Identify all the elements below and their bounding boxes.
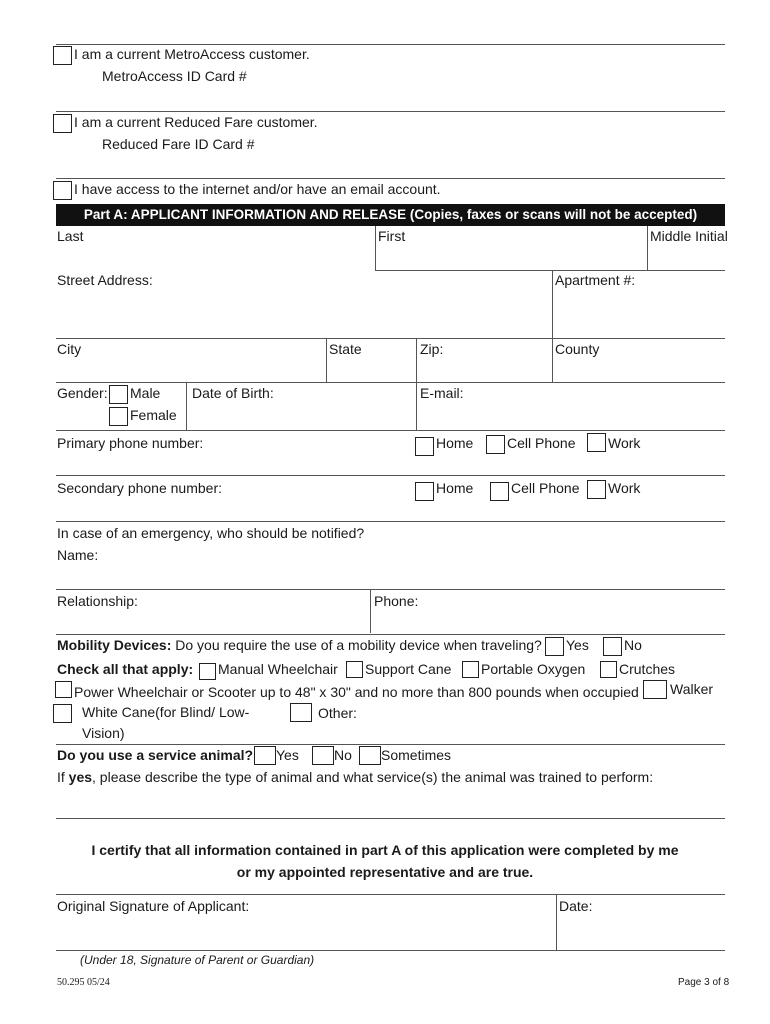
- dob-label: Date of Birth:: [192, 385, 274, 401]
- top-rule-2: [56, 111, 725, 112]
- certify-line-2: or my appointed representative and are true.: [236, 864, 534, 880]
- if-yes: yes: [68, 769, 93, 785]
- secondary-work-label: Work: [608, 480, 641, 496]
- city-rule: [56, 338, 725, 339]
- dob-divider: [186, 382, 187, 430]
- guardian-note: (Under 18, Signature of Parent or Guardian): [80, 953, 315, 967]
- reduced-fare-customer-checkbox[interactable]: [53, 114, 72, 133]
- power-wheelchair-checkbox[interactable]: [55, 681, 72, 698]
- check-all-label: Check all that apply:: [57, 661, 194, 677]
- gender-label: Gender:: [57, 385, 108, 401]
- emergency-rule: [56, 521, 725, 522]
- date-label: Date:: [559, 898, 593, 914]
- service-animal-sometimes-checkbox[interactable]: [359, 746, 381, 765]
- apartment-field[interactable]: [556, 292, 724, 336]
- primary-home-checkbox[interactable]: [415, 437, 434, 456]
- service-animal-description-field[interactable]: [56, 790, 724, 816]
- mobility-rule: [56, 634, 725, 635]
- gender-rule: [56, 382, 725, 383]
- apartment-divider: [552, 270, 553, 338]
- signature-date-divider: [556, 894, 557, 950]
- service-animal-rule: [56, 744, 725, 745]
- service-animal-no-label: No: [334, 747, 352, 763]
- service-animal-yes-checkbox[interactable]: [254, 746, 276, 765]
- service-animal-bottom-rule: [56, 818, 725, 819]
- other-device-label: Other:: [318, 705, 357, 721]
- relationship-rule: [56, 589, 725, 590]
- internet-access-label: I have access to the internet and/or have an email account.: [74, 181, 441, 197]
- metroaccess-customer-label: I am a current MetroAccess customer.: [74, 46, 310, 62]
- state-field[interactable]: [330, 360, 412, 380]
- top-rule-1: [56, 44, 725, 45]
- reduced-fare-customer-label: I am a current Reduced Fare customer.: [74, 114, 318, 130]
- part-a-banner: Part A: APPLICANT INFORMATION AND RELEASE (Copies, faxes or scans will not be accepted): [56, 204, 725, 226]
- secondary-phone-rule: [56, 475, 725, 476]
- primary-work-label: Work: [608, 435, 641, 451]
- mobility-no-checkbox[interactable]: [603, 637, 622, 656]
- middle-initial-label: Middle Initial: [650, 228, 728, 244]
- emergency-phone-label: Phone:: [374, 593, 419, 609]
- state-label: State: [329, 341, 362, 357]
- name-divider-1: [375, 226, 376, 270]
- top-rule-3: [56, 178, 725, 179]
- secondary-home-label: Home: [436, 480, 474, 496]
- secondary-work-checkbox[interactable]: [587, 480, 606, 499]
- emergency-phone-divider: [370, 589, 371, 633]
- primary-work-checkbox[interactable]: [587, 433, 606, 452]
- support-cane-checkbox[interactable]: [346, 661, 363, 678]
- service-animal-yes-label: Yes: [276, 747, 299, 763]
- primary-cell-label: Cell Phone: [507, 435, 576, 451]
- secondary-cell-label: Cell Phone: [511, 480, 580, 496]
- mobility-question: [57, 637, 542, 653]
- gender-male-label: Male: [130, 385, 161, 401]
- crutches-label: Crutches: [619, 661, 676, 677]
- form-number: 50.295 05/24: [57, 977, 110, 988]
- mobility-question-text: Do you require the use of a mobility device when traveling?: [175, 637, 542, 653]
- metroaccess-customer-checkbox[interactable]: [53, 46, 72, 65]
- metroaccess-id-label: MetroAccess ID Card #: [102, 68, 247, 84]
- relationship-label: Relationship:: [57, 593, 138, 609]
- portable-oxygen-checkbox[interactable]: [462, 661, 479, 678]
- signature-bottom-rule: [56, 950, 725, 951]
- service-animal-no-checkbox[interactable]: [312, 746, 334, 765]
- state-divider: [326, 338, 327, 382]
- service-animal-describe: [57, 769, 653, 785]
- service-animal-sometimes-label: Sometimes: [381, 747, 452, 763]
- walker-label: Walker: [670, 681, 714, 697]
- city-field[interactable]: [56, 360, 322, 380]
- email-field[interactable]: [420, 404, 724, 428]
- gender-male-checkbox[interactable]: [109, 385, 128, 404]
- signature-field[interactable]: [56, 918, 552, 946]
- zip-divider: [416, 338, 417, 430]
- mobility-yes-label: Yes: [566, 637, 589, 653]
- last-name-field[interactable]: [56, 246, 372, 268]
- primary-cell-checkbox[interactable]: [486, 435, 505, 454]
- page-number: Page 3 of 8: [678, 977, 730, 988]
- date-field[interactable]: [560, 918, 724, 946]
- county-field[interactable]: [556, 360, 724, 380]
- signature-rule: [56, 894, 725, 895]
- white-cane-label: White Cane(for Blind/ Low-: [82, 704, 250, 720]
- support-cane-label: Support Cane: [365, 661, 452, 677]
- portable-oxygen-label: Portable Oxygen: [481, 661, 586, 677]
- certify-line-1: I certify that all information contained in part A of this application were completed by me: [91, 842, 679, 858]
- if-rest: , please describe the type of animal and what service(s) the animal was trained to perform:: [92, 769, 654, 785]
- relationship-field[interactable]: [56, 612, 366, 632]
- street-address-label: Street Address:: [57, 272, 153, 288]
- secondary-cell-checkbox[interactable]: [490, 482, 509, 501]
- middle-initial-field[interactable]: [650, 246, 724, 268]
- apartment-label: Apartment #:: [555, 272, 636, 288]
- first-name-field[interactable]: [378, 246, 644, 268]
- dob-field[interactable]: [192, 404, 412, 428]
- manual-wheelchair-checkbox[interactable]: [199, 663, 216, 680]
- emergency-name-field[interactable]: [104, 545, 724, 585]
- first-name-label: First: [378, 228, 406, 244]
- email-label: E-mail:: [420, 385, 464, 401]
- county-label: County: [555, 341, 600, 357]
- service-animal-question: Do you use a service animal?: [57, 747, 254, 763]
- city-label: City: [57, 341, 82, 357]
- white-cane-label-cont: Vision): [82, 725, 125, 741]
- internet-access-checkbox[interactable]: [53, 181, 72, 200]
- primary-home-label: Home: [436, 435, 474, 451]
- gender-female-checkbox[interactable]: [109, 407, 128, 426]
- secondary-home-checkbox[interactable]: [415, 482, 434, 501]
- emergency-question: In case of an emergency, who should be notified?: [57, 525, 365, 541]
- if-prefix: If: [57, 769, 69, 785]
- name-rule: [375, 270, 725, 271]
- last-name-label: Last: [57, 228, 84, 244]
- reduced-fare-id-label: Reduced Fare ID Card #: [102, 136, 255, 152]
- county-divider: [552, 338, 553, 382]
- name-divider-2: [647, 226, 648, 270]
- emergency-phone-field[interactable]: [374, 612, 724, 632]
- walker-checkbox[interactable]: [643, 680, 667, 699]
- mobility-no-label: No: [624, 637, 642, 653]
- white-cane-checkbox[interactable]: [53, 704, 72, 723]
- mobility-label: Mobility Devices:: [57, 637, 172, 653]
- street-address-field[interactable]: [56, 292, 548, 336]
- primary-phone-rule: [56, 430, 725, 431]
- emergency-name-label: Name:: [57, 547, 99, 563]
- gender-female-label: Female: [130, 407, 177, 423]
- mobility-yes-checkbox[interactable]: [545, 637, 564, 656]
- primary-phone-label: Primary phone number:: [57, 435, 204, 451]
- other-device-checkbox[interactable]: [290, 703, 312, 722]
- zip-label: Zip:: [420, 341, 444, 357]
- signature-label: Original Signature of Applicant:: [57, 898, 250, 914]
- zip-field[interactable]: [420, 360, 548, 380]
- secondary-phone-label: Secondary phone number:: [57, 480, 222, 496]
- crutches-checkbox[interactable]: [600, 661, 617, 678]
- power-wheelchair-label: Power Wheelchair or Scooter up to 48" x 30" and no more than 800 pounds when occupied: [74, 684, 639, 700]
- manual-wheelchair-label: Manual Wheelchair: [218, 661, 338, 677]
